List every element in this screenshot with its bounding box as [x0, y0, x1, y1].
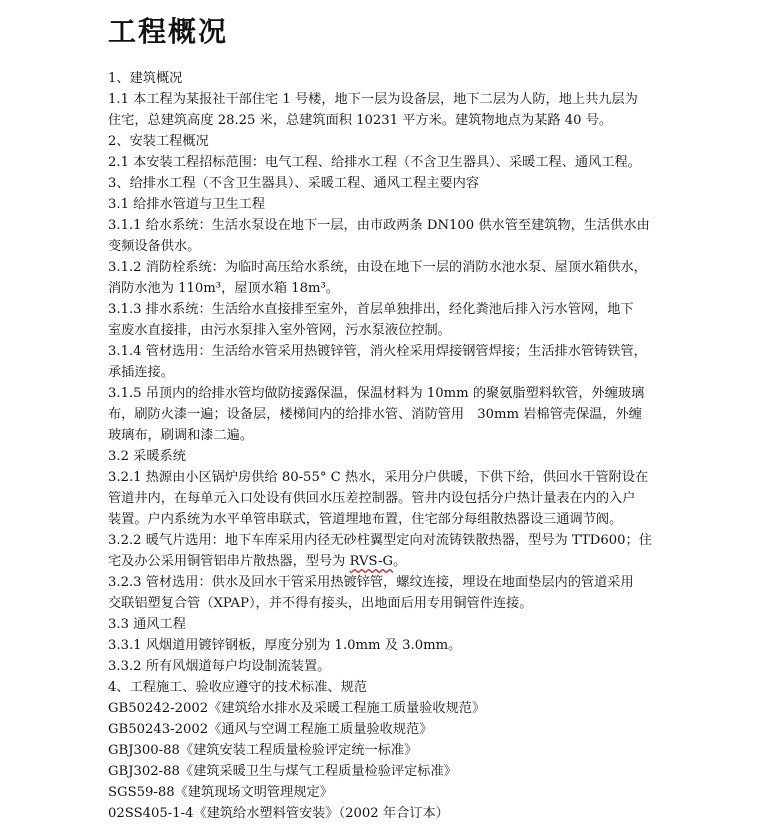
- text-line: GBJ300-88《建筑安装工程质量检验评定统一标准》: [108, 743, 418, 758]
- spellcheck-underlined-text: RVS-G: [349, 554, 394, 569]
- text-line: 3.2.1 热源由小区锅炉房供给 80-55° C 热水，采用分户供暖，下供下给，供回水干管附设在: [108, 470, 649, 485]
- text-line: 玻璃布，刷调和漆二遍。: [108, 428, 254, 443]
- text-line: 变频设备供水。: [108, 239, 201, 254]
- text-line: 2.1 本安装工程招标范围：电气工程、给排水工程（不含卫生器具）、采暖工程、通风工程。: [108, 155, 641, 170]
- text-segment: 宅及办公采用铜管铝串片散热器，型号为: [108, 554, 350, 569]
- text-line: 装置。户内系统为水平单管串联式，管道埋地布置，住宅部分每组散热器设三通调节阀。: [108, 512, 623, 527]
- text-line: 3.2 采暖系统: [108, 449, 186, 464]
- text-line: GB50243-2002《通风与空调工程施工质量验收规范》: [108, 722, 433, 737]
- text-segment: 。: [393, 554, 407, 569]
- text-line: 布，刷防火漆一遍；设备层，楼梯间内的给排水管、消防管用 30mm 岩棉管壳保温，外缠: [108, 407, 642, 422]
- text-line: GBJ302-88《建筑采暖卫生与煤气工程质量检验评定标准》: [108, 764, 457, 779]
- text-line: 3.1 给排水管道与卫生工程: [108, 197, 266, 212]
- text-line: 1、建筑概况: [108, 71, 183, 86]
- text-line: 消防水池为 110m³，屋顶水箱 18m³。: [108, 281, 339, 296]
- text-line: 3.2.2 暖气片选用：地下车库采用内径无砂柱翼型定向对流铸铁散热器，型号为 TTD600；住: [108, 533, 652, 548]
- text-line: 02SS405-1-4《建筑给水塑料管安装》（2002 年合订本）: [108, 806, 449, 821]
- text-line: 3.1.2 消防栓系统：为临时高压给水系统，由设在地下一层的消防水池水泵、屋顶水箱供水，: [108, 260, 647, 275]
- text-line: SGS59-88《建筑现场文明管理规定》: [108, 785, 333, 800]
- text-line: 3.1.5 吊顶内的给排水管均做防接露保温，保温材料为 10mm 的聚氨脂塑料软管，外缠玻璃: [108, 386, 645, 401]
- text-line: 住宅，总建筑高度 28.25 米，总建筑面积 10231 平方米。建筑物地点为某路 40 号。: [108, 113, 613, 128]
- text-line: 3.3.1 风烟道用镀锌钢板，厚度分别为 1.0mm 及 3.0mm。: [108, 638, 462, 653]
- text-line: 2、安装工程概况: [108, 134, 209, 149]
- text-line: 3、给排水工程（不含卫生器具）、采暖工程、通风工程主要内容: [108, 176, 480, 191]
- document-body: [108, 68, 668, 824]
- text-line: 3.3.2 所有风烟道每户均设制流装置。: [108, 659, 331, 674]
- text-line: 1.1 本工程为某报社干部住宅 1 号楼，地下一层为设备层，地下二层为人防，地上共九层为: [108, 92, 638, 107]
- text-line: 4、工程施工、验收应遵守的技术标准、规范: [108, 680, 367, 695]
- text-line: 交联铝塑复合管（XPAP），并不得有接头，出地面后用专用铜管件连接。: [108, 596, 533, 611]
- text-line: 3.3 通风工程: [108, 617, 186, 632]
- text-line: 3.1.4 管材选用：生活给水管采用热镀锌管，消火栓采用焊接钢管焊接；生活排水管铸铁管，: [108, 344, 647, 359]
- text-line: 承插连接。: [108, 365, 174, 380]
- page-title: 工程概况: [108, 15, 229, 48]
- text-line: 管道井内，在每单元入口处设有供回水压差控制器。管井内设包括分户热计量表在内的入户: [108, 491, 636, 506]
- text-line: 室废水直接排，由污水泵排入室外管网，污水泵液位控制。: [108, 323, 451, 338]
- text-line: 3.1.3 排水系统：生活给水直接排至室外，首层单独排出，经化粪池后排入污水管网，地下: [108, 302, 634, 317]
- text-line: 3.1.1 给水系统：生活水泵设在地下一层，由市政两条 DN100 供水管至建筑物，生活供水由: [108, 218, 650, 233]
- text-line: GB50242-2002《建筑给水排水及采暖工程施工质量验收规范》: [108, 701, 486, 716]
- text-line: 3.2.3 管材选用：供水及回水干管采用热镀锌管，螺纹连接，埋设在地面垫层内的管道采用: [108, 575, 634, 590]
- text-line: [108, 551, 668, 572]
